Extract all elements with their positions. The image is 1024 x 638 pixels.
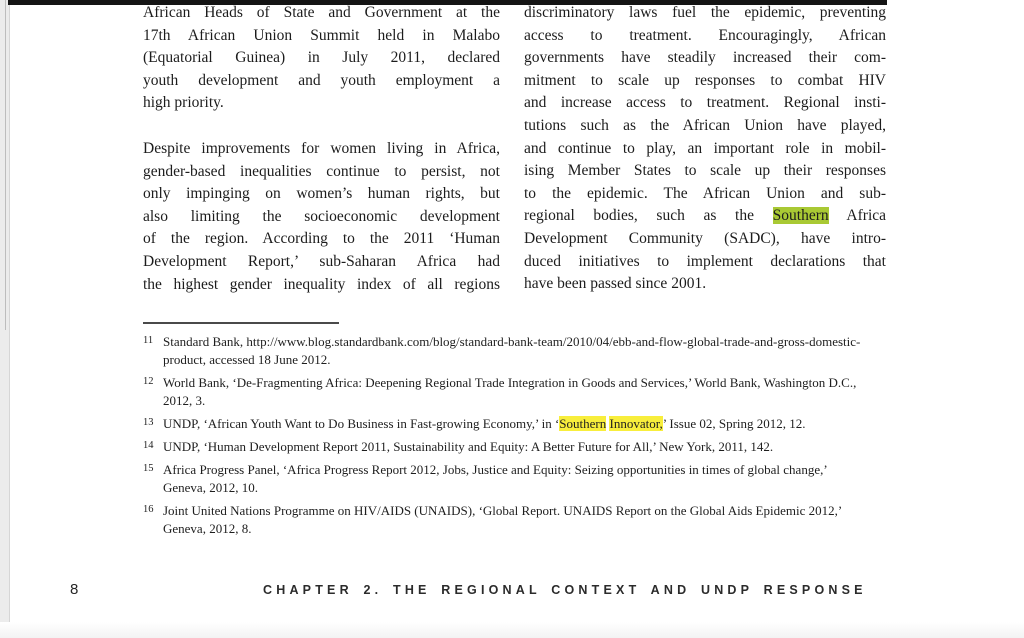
footnote-13 — [143, 415, 888, 433]
text-line: the highest gender inequality index of all regions — [143, 275, 500, 293]
paragraph-youth-priority — [143, 2, 500, 115]
text-line: Despite improvements for women living in Africa, — [143, 139, 500, 157]
text-line: governments have steadily increased their com- — [524, 49, 886, 67]
paragraph-hiv-response — [524, 2, 886, 296]
text-line: African Heads of State and Government at the — [143, 4, 500, 21]
search-highlight-yellow: Southern — [559, 416, 607, 431]
text-line: duced initiatives to implement declarations that — [524, 252, 886, 270]
footnote-text: World Bank, ‘De-Fragmenting Africa: Deepening Regional Trade Integration in Goods and Services,’ World Bank, Washington D.C., 2012, 3. — [163, 375, 857, 408]
page-bottom-fade — [0, 622, 1024, 638]
text-line: discriminatory laws fuel the epidemic, preventing — [524, 4, 886, 21]
footnote-11 — [143, 333, 888, 369]
footnote-separator-line — [143, 322, 339, 324]
footnotes-section — [143, 322, 888, 543]
footnote-text: Africa Progress Panel, ‘Africa Progress Report 2012, Jobs, Justice and Equity: Seizing opportunities in times of global change,’ Geneva, 2012, 10. — [163, 462, 827, 495]
page-number: 8 — [70, 581, 79, 598]
page-edge-shadow-line — [5, 0, 6, 330]
text-segment: regional bodies, such as the — [524, 207, 773, 225]
paragraph-gender-inequality — [143, 138, 500, 296]
footnote-text: UNDP, ‘Human Development Report 2011, Sustainability and Equity: A Better Future for All,’ New York, 2011, 142. — [163, 439, 774, 454]
footnote-number: 15 — [143, 463, 154, 474]
text-line: have been passed since 2001. — [524, 275, 707, 293]
text-line: only impinging on women’s human rights, but — [143, 185, 500, 203]
text-line: youth development and youth employment a — [143, 71, 500, 89]
text-segment: Africa — [828, 207, 887, 225]
right-text-column — [524, 2, 886, 296]
search-highlight-green: Southern — [772, 207, 829, 225]
footnote-15 — [143, 461, 888, 497]
text-line-with-highlight — [524, 205, 886, 228]
footnote-text: Joint United Nations Programme on HIV/AIDS (UNAIDS), ‘Global Report. UNAIDS Report on the Global Aids Epidemic 2012,’ Geneva, 2012, 8. — [163, 503, 842, 536]
text-line: and continue to play, an important role in mobil- — [524, 139, 886, 157]
search-highlight-yellow: Innovator, — [609, 416, 663, 431]
footnote-16 — [143, 502, 888, 538]
text-line: tutions such as the African Union have played, — [524, 116, 886, 134]
text-line: gender-based inequalities continue to persist, not — [143, 162, 500, 180]
text-line: high priority. — [143, 94, 224, 112]
footnote-number: 12 — [143, 376, 154, 387]
chapter-footer-title: CHAPTER 2. THE REGIONAL CONTEXT AND UNDP RESPONSE — [263, 583, 867, 597]
footnote-text-with-highlight — [163, 415, 863, 433]
footnote-text: Standard Bank, http://www.blog.standardbank.com/blog/standard-bank-team/2010/04/ebb-and-flow-global-trade-and-gross-domestic-product, accessed 18 June 2012. — [163, 334, 861, 367]
footnote-12 — [143, 374, 888, 410]
text-line: access to treatment. Encouragingly, African — [524, 26, 886, 44]
text-line: and increase access to treatment. Regional insti- — [524, 94, 886, 112]
footnote-number: 13 — [143, 417, 154, 428]
text-segment: ’ Issue 02, Spring 2012, 12. — [662, 416, 806, 431]
left-text-column — [143, 2, 500, 296]
text-segment: UNDP, ‘African Youth Want to Do Business in Fast-growing Economy,’ in ‘ — [163, 416, 560, 431]
footnote-number: 16 — [143, 504, 154, 515]
text-line: of the region. According to the 2011 ‘Human — [143, 230, 500, 248]
text-line: (Equatorial Guinea) in July 2011, declared — [143, 49, 500, 67]
text-line: Development Community (SADC), have intro- — [524, 229, 886, 247]
text-line: ising Member States to scale up their responses — [524, 162, 886, 180]
text-line: to the epidemic. The African Union and sub- — [524, 184, 886, 202]
footnote-number: 11 — [143, 335, 154, 346]
footnote-number: 14 — [143, 440, 154, 451]
text-line: Development Report,’ sub-Saharan Africa had — [143, 252, 500, 270]
text-line: mitment to scale up responses to combat HIV — [524, 71, 886, 89]
text-line: also limiting the socioeconomic development — [143, 207, 500, 225]
footnote-14 — [143, 438, 888, 456]
text-line: 17th African Union Summit held in Malabo — [143, 26, 500, 44]
